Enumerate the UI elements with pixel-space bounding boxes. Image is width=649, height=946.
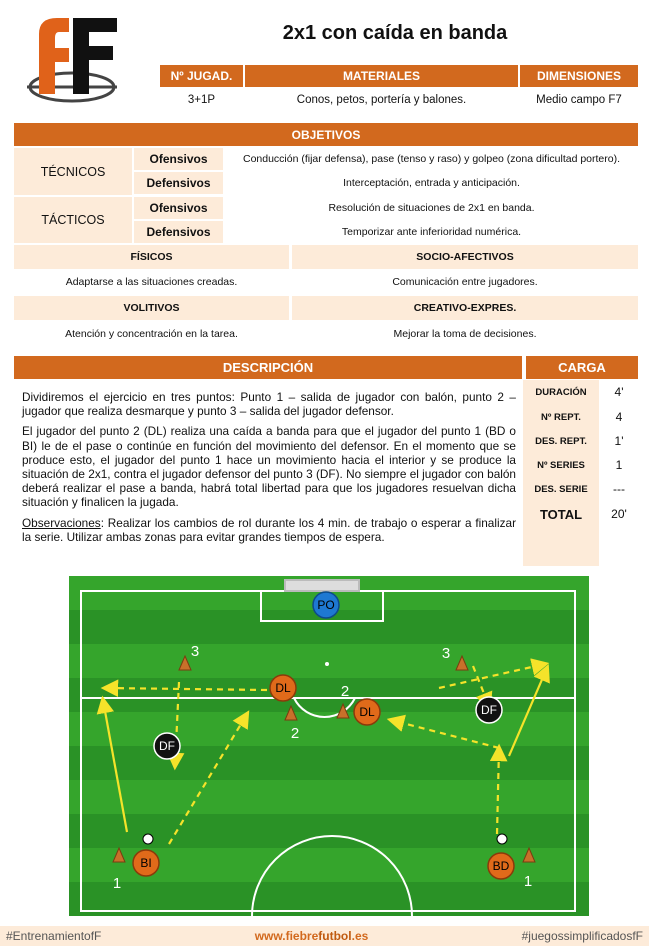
footer-website-link[interactable] [255,929,369,943]
tecnicos-defensivos-text: Interceptación, entrada y anticipación. [343,177,520,189]
header-col-players: Nº JUGAD. [160,65,243,87]
tacticos-defensivos-label: Defensivos [134,221,223,243]
descripcion-p2: El jugador del punto 2 (DL) realiza una caída a banda para que el jugador del punto 1 (BD o BI) le de el pase o continúe en función del movimiento del defensor. En el momento que se produce esto, el jugador del punto 1 hace un movimiento hacia el interior y se produce la situación de 2x1, contra el jugador defensor del punto 3 (DF). No siempre el jugador con balón deberá realizar el pase a banda, habrá total libertad para que los jugadores resuelvan dicha situación y finalicen la jugada. [22,424,516,510]
carga-value: 1' [614,434,624,448]
player-dl-right-label: DL [359,705,375,719]
creativo-text: Mejorar la toma de decisiones. [393,328,537,340]
footer-website-brand: futbol [318,929,352,943]
carga-key: Nº SERIES [537,459,585,471]
ball-icon [143,834,153,844]
player-dl-right [354,699,380,725]
observaciones-text: : Realizar los cambios de rol durante los 4 min. de trabajo o esperar a finalizar la serie. Utilizar ambas zonas para evitar grandes tiempos de espera. [22,515,516,544]
footer-website-tld: .es [351,929,369,943]
point-3-right: 3 [441,645,451,662]
exercise-diagram [69,576,589,916]
point-3-left: 3 [190,643,200,660]
carga-row-series [523,453,639,477]
carga-value: 4 [615,410,623,424]
carga-row-repeticiones [523,405,639,429]
carga-key: DES. REPT. [535,435,587,447]
carga-row-descanso-serie [523,477,639,501]
observaciones-label: Observaciones [22,515,101,530]
player-dl-left-label: DL [275,681,291,695]
socio-heading: SOCIO-AFECTIVOS [292,245,638,269]
carga-row-duracion [523,380,639,404]
player-df-left-label: DF [159,739,175,753]
players-value: 3+1P [187,94,216,106]
tacticos-label: TÁCTICOS [14,197,132,243]
volitivos-heading: VOLITIVOS [14,296,289,320]
fisicos-text: Adaptarse a las situaciones creadas. [65,276,238,288]
tacticos-defensivos-text: Temporizar ante inferioridad numérica. [341,226,522,238]
player-dl-left [270,675,296,701]
player-bd-label: BD [492,859,510,873]
tecnicos-label: TÉCNICOS [14,148,132,195]
carga-key: Nº REPT. [541,411,581,423]
footer-hashtag-left: #EntrenamientofF [6,929,102,943]
carga-row-total [523,502,639,526]
volitivos-text: Atención y concentración en la tarea. [65,328,238,340]
objetivos-heading: OBJETIVOS [14,123,638,146]
footer-website-part: www.fiebre [254,929,319,943]
dimensions-value: Medio campo F7 [536,94,622,106]
fisicos-heading: FÍSICOS [14,245,289,269]
point-1-left: 1 [112,875,122,892]
tecnicos-ofensivos-label: Ofensivos [134,148,223,170]
footer [0,926,649,946]
player-po [313,592,339,618]
player-bi [133,850,159,876]
carga-key: TOTAL [539,506,583,522]
socio-text: Comunicación entre jugadores. [392,276,538,288]
tacticos-ofensivos-text: Resolución de situaciones de 2x1 en banda. [328,202,535,214]
tecnicos-ofensivos-text: Conducción (fijar defensa), pase (tenso y raso) y golpeo (zona dificultad portero). [242,153,621,165]
descripcion-p1: Dividiremos el ejercicio en tres puntos: Punto 1 – salida de jugador con balón, punto 2 – jugador que realiza desmarque y punto 3 – salida del jugador defensor. [22,390,516,419]
point-1-right: 1 [523,873,533,890]
player-bd [488,853,514,879]
tacticos-ofensivos-label: Ofensivos [134,197,223,219]
carga-value: --- [613,482,625,496]
tecnicos-defensivos-label: Defensivos [134,172,223,194]
footer-hashtag-right: #juegossimplificadosfF [521,929,643,943]
header-col-materials: MATERIALES [245,65,518,87]
descripcion-heading: DESCRIPCIÓN [14,356,522,379]
materials-value: Conos, petos, portería y balones. [296,94,467,106]
ball-icon [497,834,507,844]
player-df-right [476,697,502,723]
observaciones [22,516,516,544]
player-bi-label: BI [140,856,152,870]
point-2-left: 2 [290,725,300,742]
player-po-label: PO [317,598,335,612]
carga-key: DURACIÓN [535,386,587,398]
player-df-left [154,733,180,759]
carga-key: DES. SERIE [534,483,588,495]
carga-row-descanso-rept [523,429,639,453]
descripcion-text [22,390,516,550]
page-title: 2x1 con caída en banda [282,22,508,44]
player-df-right-label: DF [481,703,497,717]
header-col-dimensions: DIMENSIONES [520,65,638,87]
creativo-heading: CREATIVO-EXPRES. [292,296,638,320]
carga-value: 4' [614,385,624,399]
fiebre-futbol-logo [25,12,120,112]
carga-heading: CARGA [526,356,638,379]
carga-value: 1 [615,458,623,472]
point-2-center: 2 [340,683,350,700]
carga-value: 20' [611,507,627,521]
